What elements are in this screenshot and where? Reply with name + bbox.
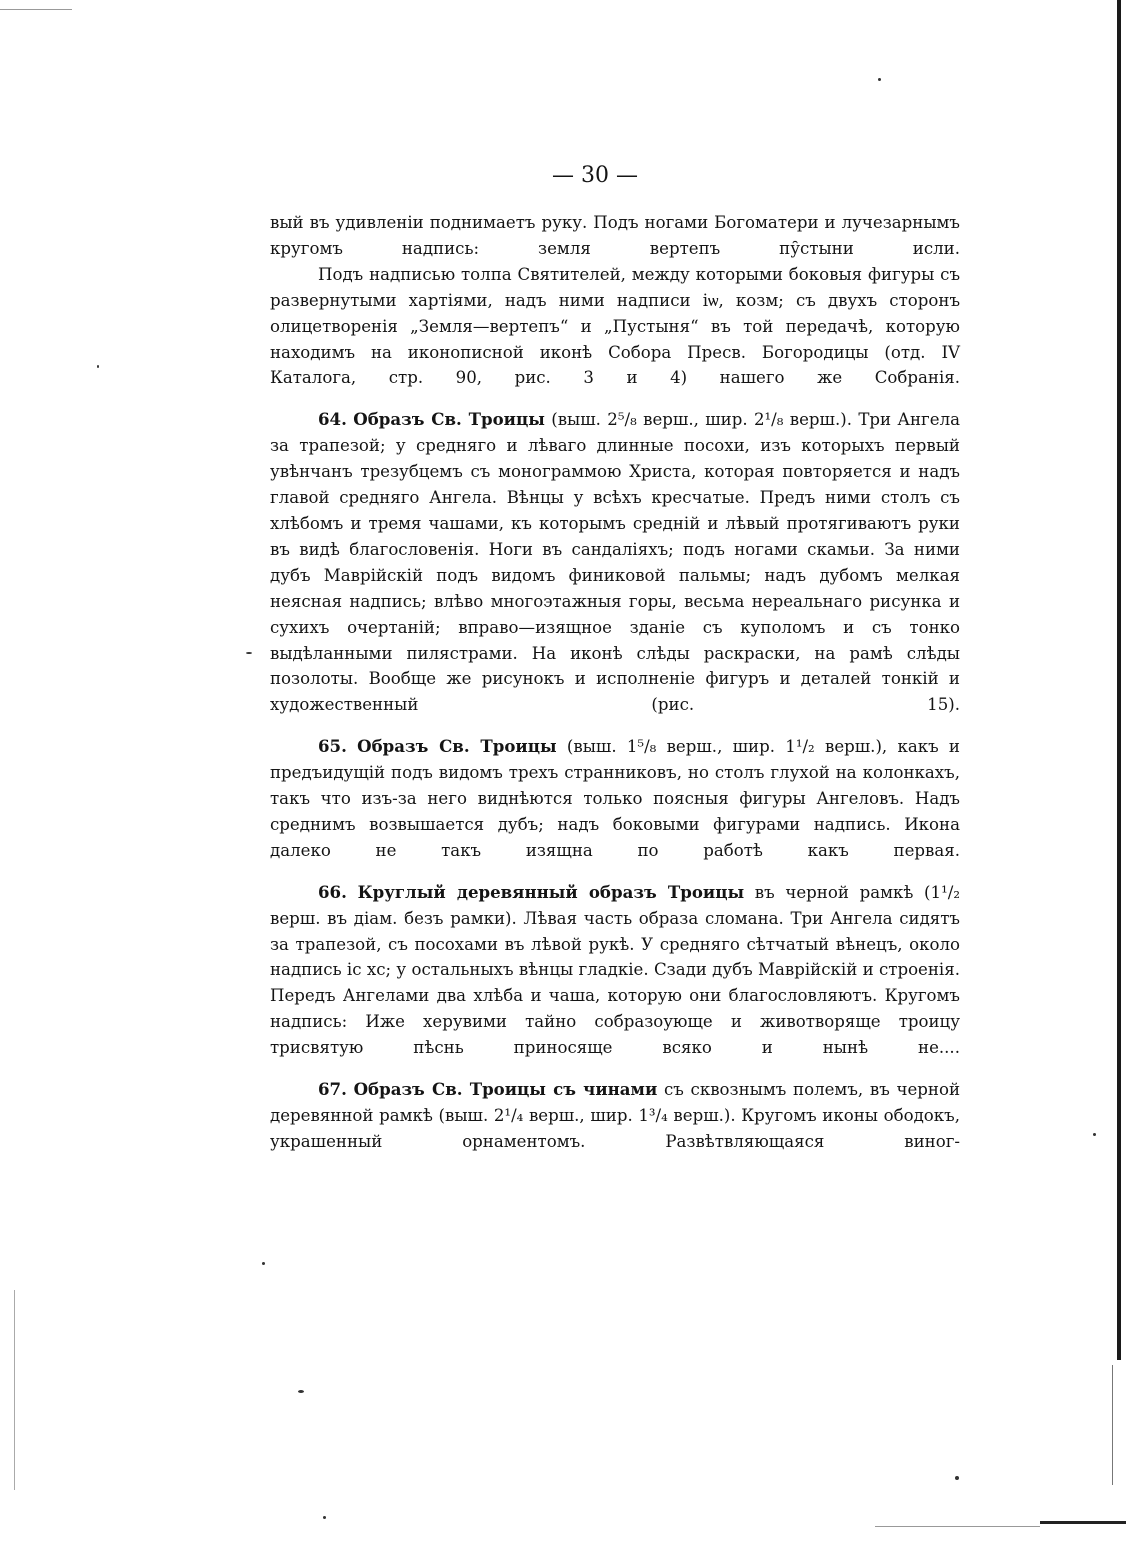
entry-text: (выш. 2⁵/₈ верш., шир. 2¹/₈ верш.). Три Ангела за трапезой; у средняго и лѣваго длинные посохи, изъ которыхъ первый увѣнчанъ трезубцемъ съ монограммою Христа, которая повторяется и надъ главой средняго Ангела. Вѣнцы у всѣхъ кресчатые. Предъ ними столъ съ хлѣбомъ и тремя чашами, къ которымъ средній и лѣвый протягиваютъ руки въ видѣ благословенія. Ноги въ сандаліяхъ; подъ ногами скамьи. За ними дубъ Маврійскій подъ видомъ финиковой пальмы; надъ дубомъ мелкая неясная надпись; влѣво многоэтажныя горы, весьма нереальнаго рисунка и сухихъ очертаній; вправо—изящное зданіе съ куполомъ и съ тонко выдѣланными пилястрами. На иконѣ слѣды раскраски, на рамѣ слѣды позолоты. Вообще же рисунокъ и исполненіе фигуръ и деталей тонкій и художественный (рис. 15).	[270, 410, 961, 715]
entry-text: съ сквознымъ полемъ, въ черной деревянной рамкѣ (выш. 2¹/₄ верш., шир. 1³/₄ верш.). Кругомъ иконы ободокъ, украшенный орнаментомъ. Развѣтвляющаяся виног-	[270, 1080, 961, 1151]
scan-speck	[262, 1262, 265, 1265]
entry-title: Образъ Св. Троицы	[353, 409, 545, 430]
scan-speck	[1093, 1133, 1096, 1136]
scan-speck	[878, 78, 881, 81]
entry-number: 66.	[318, 881, 347, 902]
paragraph-under-inscription: Подъ надписью толпа Святителей, между которыми боковыя фигуры съ развернутыми хартіями, надъ ними надписи іѡ, козм; съ двухъ сторонъ олицетворенія „Земля—вертепъ“ и „Пустыня“ въ той передачѣ, которую находимъ на иконописной иконѣ Собора Пресв. Богородицы (отд. IV Каталога, стр. 90, рис. 3 и 4) нашего же Собранія.	[270, 264, 960, 388]
catalog-entry-65	[270, 734, 960, 864]
catalog-entry-64	[270, 407, 960, 718]
entry-number: 67.	[318, 1079, 347, 1100]
page-text	[270, 210, 960, 1155]
scan-speck	[246, 652, 252, 654]
scan-edge-right-thin	[1112, 1365, 1113, 1485]
entry-text: въ черной рамкѣ (1¹/₂ верш. въ діам. безъ рамки). Лѣвая часть образа сломана. Три Ангела сидятъ за трапезой, съ посохами въ лѣвой рукѣ. У средняго сѣтчатый вѣнецъ, около надпись іс хс; у остальныхъ вѣнцы гладкіе. Сзади дубъ Маврійскій и строенія. Передъ Ангелами два хлѣба и чаша, которую они благословляютъ. Кругомъ надпись: Иже херувими тайно собразоующе и животворяще троицу трисвятую пѣснь приносяще всяко и нынѣ не....	[270, 882, 960, 1058]
catalog-entry-67	[270, 1077, 960, 1155]
paragraph-continuation: вый въ удивленіи поднимаетъ руку. Подъ ногами Богоматери и лучезарнымъ кругомъ надпись: земля вертепъ пу̑стыни исли.	[270, 213, 960, 258]
scan-edge-left	[14, 1290, 15, 1490]
entry-number: 65.	[318, 736, 347, 757]
scan-speck	[955, 1476, 959, 1480]
entry-title: Круглый деревянный образъ Троицы	[357, 881, 745, 902]
entry-title: Образъ Св. Троицы	[357, 736, 557, 757]
scan-speck	[298, 1390, 304, 1393]
entry-title: Образъ Св. Троицы съ чинами	[353, 1079, 658, 1100]
entry-text: (выш. 1⁵/₈ верш., шир. 1¹/₂ верш.), какъ и предъидущій подъ видомъ трехъ странниковъ, но столъ глухой на колонкахъ, такъ что изъ-за него виднѣются только поясныя фигуры Ангеловъ. Надъ среднимъ возвышается дубъ; надъ боковыми фигурами надпись. Икона далеко не такъ изящна по работѣ какъ первая.	[270, 737, 960, 860]
entry-number: 64.	[318, 409, 347, 430]
scan-speck	[97, 365, 99, 368]
scan-edge-top	[0, 9, 72, 10]
scan-edge-bottom-thin	[875, 1526, 1040, 1527]
scan-speck	[323, 1516, 326, 1519]
catalog-entry-66	[270, 880, 960, 1061]
scan-edge-right	[1117, 0, 1121, 1360]
page-number: — 30 —	[552, 163, 638, 188]
scan-edge-bottom	[1040, 1521, 1126, 1524]
